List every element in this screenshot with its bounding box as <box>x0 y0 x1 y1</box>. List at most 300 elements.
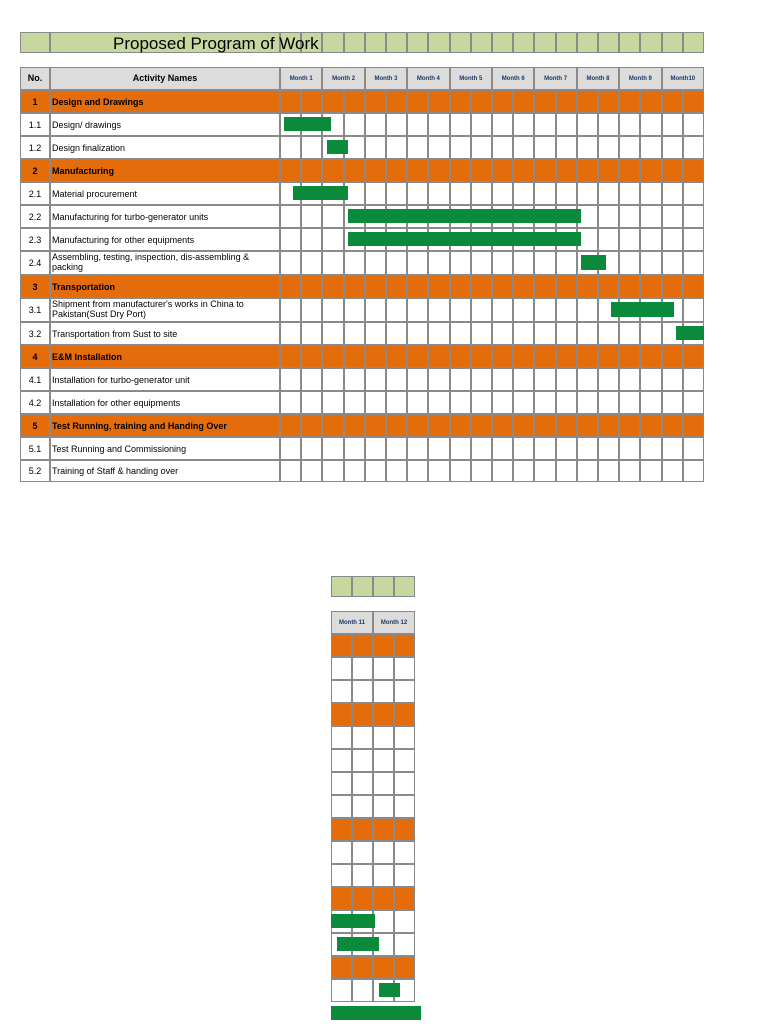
grid-cell <box>428 251 449 275</box>
grid-cell <box>407 90 428 113</box>
grid-cell <box>662 437 683 460</box>
month-header-label: Month 4 <box>416 76 440 82</box>
grid-cell <box>386 368 407 391</box>
grid-cell <box>365 136 386 159</box>
grid-cell <box>394 887 415 910</box>
grid-cell <box>450 159 471 182</box>
grid-cell <box>598 275 619 298</box>
grid-cell <box>513 90 534 113</box>
grid-cell <box>344 368 365 391</box>
grid-cell <box>344 159 365 182</box>
grid-cell <box>513 414 534 437</box>
grid-cell <box>534 345 555 368</box>
grid-cell <box>640 414 661 437</box>
grid-cell <box>373 657 394 680</box>
grid-cell <box>492 322 513 345</box>
grid-cell <box>428 460 449 482</box>
grid-cell <box>428 437 449 460</box>
grid-cell <box>619 460 640 482</box>
title-row-cell <box>365 32 386 53</box>
grid-cell <box>450 136 471 159</box>
grid-cell <box>301 345 322 368</box>
grid-cell <box>640 90 661 113</box>
grid-cell <box>619 205 640 228</box>
grid-cell <box>471 275 492 298</box>
month-header-label: Month 8 <box>586 76 610 82</box>
grid-cell <box>407 275 428 298</box>
activity-name: Material procurement <box>52 188 138 199</box>
grid-cell <box>492 391 513 414</box>
grid-cell <box>598 205 619 228</box>
grid-cell <box>598 391 619 414</box>
grid-cell <box>471 113 492 136</box>
month-header-label: Month 12 <box>380 620 408 626</box>
grid-cell <box>407 182 428 205</box>
grid-cell <box>386 391 407 414</box>
grid-cell <box>386 322 407 345</box>
grid-cell <box>640 205 661 228</box>
grid-cell <box>577 368 598 391</box>
grid-cell <box>640 368 661 391</box>
grid-cell <box>471 182 492 205</box>
grid-cell <box>471 391 492 414</box>
grid-cell <box>534 298 555 322</box>
grid-cell <box>365 460 386 482</box>
grid-cell <box>331 864 352 887</box>
grid-cell <box>352 841 373 864</box>
grid-cell <box>662 414 683 437</box>
grid-cell <box>386 345 407 368</box>
row-number: 2.2 <box>28 211 42 222</box>
grid-cell <box>450 414 471 437</box>
title-row-cell <box>394 576 415 597</box>
grid-cell <box>534 460 555 482</box>
grid-cell <box>386 136 407 159</box>
title-row-cell <box>598 32 619 53</box>
grid-cell <box>331 772 352 795</box>
title-row-cell <box>577 32 598 53</box>
grid-cell <box>598 414 619 437</box>
grid-cell <box>534 159 555 182</box>
grid-cell <box>407 437 428 460</box>
activity-name: Test Running and Commissioning <box>52 443 187 454</box>
grid-cell <box>471 136 492 159</box>
grid-cell <box>386 182 407 205</box>
title-row-cell <box>450 32 471 53</box>
grid-cell <box>619 113 640 136</box>
title-row-cell <box>344 32 365 53</box>
gantt-bar <box>337 937 379 951</box>
grid-cell <box>577 275 598 298</box>
grid-cell <box>450 368 471 391</box>
grid-cell <box>301 228 322 251</box>
grid-cell <box>322 437 343 460</box>
grid-cell <box>394 657 415 680</box>
grid-cell <box>331 634 352 657</box>
grid-cell <box>331 979 352 1002</box>
grid-cell <box>577 182 598 205</box>
grid-cell <box>683 368 704 391</box>
grid-cell <box>322 322 343 345</box>
grid-cell <box>301 159 322 182</box>
grid-cell <box>513 113 534 136</box>
grid-cell <box>683 345 704 368</box>
grid-cell <box>471 322 492 345</box>
grid-cell <box>373 864 394 887</box>
grid-cell <box>450 437 471 460</box>
grid-cell <box>407 322 428 345</box>
grid-cell <box>280 460 301 482</box>
month-header-label: Month 3 <box>374 76 398 82</box>
grid-cell <box>598 182 619 205</box>
grid-cell <box>301 368 322 391</box>
grid-cell <box>662 251 683 275</box>
gantt-bar <box>676 326 704 340</box>
title-row-cell <box>534 32 555 53</box>
grid-cell <box>640 159 661 182</box>
grid-cell <box>683 251 704 275</box>
grid-cell <box>619 391 640 414</box>
title-row-cell <box>428 32 449 53</box>
grid-cell <box>386 251 407 275</box>
grid-cell <box>640 391 661 414</box>
grid-cell <box>344 275 365 298</box>
grid-cell <box>619 437 640 460</box>
grid-cell <box>373 680 394 703</box>
grid-cell <box>331 680 352 703</box>
title-row-cell <box>471 32 492 53</box>
grid-cell <box>373 818 394 841</box>
month-header-label: Month 7 <box>544 76 568 82</box>
grid-cell <box>280 391 301 414</box>
grid-cell <box>344 113 365 136</box>
grid-cell <box>407 345 428 368</box>
grid-cell <box>683 298 704 322</box>
grid-cell <box>556 391 577 414</box>
grid-cell <box>331 818 352 841</box>
grid-cell <box>394 841 415 864</box>
grid-cell <box>640 136 661 159</box>
grid-cell <box>662 159 683 182</box>
grid-cell <box>450 275 471 298</box>
grid-cell <box>373 795 394 818</box>
title-row-cell <box>322 32 343 53</box>
grid-cell <box>513 460 534 482</box>
grid-cell <box>373 749 394 772</box>
row-number: 1.2 <box>28 142 42 153</box>
grid-cell <box>428 414 449 437</box>
grid-cell <box>322 391 343 414</box>
grid-cell <box>373 910 394 933</box>
grid-cell <box>365 275 386 298</box>
grid-cell <box>619 345 640 368</box>
gantt-bar <box>331 914 360 928</box>
month-header-label: Month 2 <box>332 76 356 82</box>
grid-cell <box>662 460 683 482</box>
grid-cell <box>471 298 492 322</box>
grid-cell <box>640 228 661 251</box>
gantt-bar <box>348 232 581 246</box>
grid-cell <box>556 136 577 159</box>
grid-cell <box>365 113 386 136</box>
activity-name: Manufacturing for turbo-generator units <box>52 211 209 222</box>
title-row-cell <box>619 32 640 53</box>
grid-cell <box>662 205 683 228</box>
grid-cell <box>394 634 415 657</box>
title-row-cell <box>556 32 577 53</box>
grid-cell <box>352 726 373 749</box>
grid-cell <box>556 298 577 322</box>
grid-cell <box>428 159 449 182</box>
grid-cell <box>577 414 598 437</box>
grid-cell <box>301 322 322 345</box>
grid-cell <box>492 275 513 298</box>
grid-cell <box>280 251 301 275</box>
grid-cell <box>373 703 394 726</box>
grid-cell <box>662 90 683 113</box>
grid-cell <box>280 159 301 182</box>
grid-cell <box>322 159 343 182</box>
grid-cell <box>598 113 619 136</box>
grid-cell <box>683 275 704 298</box>
grid-cell <box>280 205 301 228</box>
grid-cell <box>598 437 619 460</box>
row-number: 2.3 <box>28 234 42 245</box>
row-number: 5 <box>32 420 38 431</box>
grid-cell <box>394 795 415 818</box>
row-number: 5.1 <box>28 443 42 454</box>
grid-cell <box>577 322 598 345</box>
grid-cell <box>450 460 471 482</box>
grid-cell <box>352 956 373 979</box>
grid-cell <box>534 136 555 159</box>
grid-cell <box>662 113 683 136</box>
grid-cell <box>513 298 534 322</box>
grid-cell <box>428 113 449 136</box>
grid-cell <box>619 90 640 113</box>
grid-cell <box>301 460 322 482</box>
grid-cell <box>556 345 577 368</box>
grid-cell <box>331 657 352 680</box>
grid-cell <box>577 391 598 414</box>
grid-cell <box>534 322 555 345</box>
grid-cell <box>407 159 428 182</box>
grid-cell <box>365 322 386 345</box>
gantt-bar <box>327 140 348 154</box>
grid-cell <box>598 159 619 182</box>
grid-cell <box>386 90 407 113</box>
grid-cell <box>331 703 352 726</box>
grid-cell <box>365 182 386 205</box>
grid-cell <box>577 136 598 159</box>
grid-cell <box>407 136 428 159</box>
activity-name: Design finalization <box>52 142 126 153</box>
grid-cell <box>534 251 555 275</box>
grid-cell <box>619 414 640 437</box>
grid-cell <box>331 749 352 772</box>
grid-cell <box>352 680 373 703</box>
grid-cell <box>513 345 534 368</box>
grid-cell <box>683 159 704 182</box>
grid-cell <box>322 368 343 391</box>
grid-cell <box>683 414 704 437</box>
row-number: 3.1 <box>28 305 42 315</box>
grid-cell <box>598 228 619 251</box>
grid-cell <box>556 437 577 460</box>
grid-cell <box>373 634 394 657</box>
grid-cell <box>556 275 577 298</box>
row-number: 4.2 <box>28 397 42 408</box>
grid-cell <box>471 414 492 437</box>
row-number: 4 <box>32 351 38 362</box>
grid-cell <box>365 437 386 460</box>
grid-cell <box>344 391 365 414</box>
grid-cell <box>428 275 449 298</box>
grid-cell <box>386 275 407 298</box>
grid-cell <box>471 460 492 482</box>
grid-cell <box>556 113 577 136</box>
activity-name: Manufacturing <box>52 165 114 176</box>
month-header-label: Month 6 <box>501 76 525 82</box>
activity-name: Design/ drawings <box>52 119 122 130</box>
grid-cell <box>513 275 534 298</box>
grid-cell <box>301 205 322 228</box>
grid-cell <box>471 437 492 460</box>
title-row-cell <box>513 32 534 53</box>
grid-cell <box>492 113 513 136</box>
grid-cell <box>450 391 471 414</box>
grid-cell <box>322 414 343 437</box>
grid-cell <box>534 391 555 414</box>
grid-cell <box>471 368 492 391</box>
grid-cell <box>492 437 513 460</box>
gantt-bar <box>284 117 331 131</box>
grid-cell <box>280 136 301 159</box>
grid-cell <box>386 460 407 482</box>
title-row-cell <box>331 576 352 597</box>
grid-cell <box>407 460 428 482</box>
grid-cell <box>450 90 471 113</box>
gantt-bar <box>581 255 606 270</box>
grid-cell <box>683 136 704 159</box>
grid-cell <box>386 437 407 460</box>
grid-cell <box>598 368 619 391</box>
grid-cell <box>428 391 449 414</box>
grid-cell <box>407 391 428 414</box>
grid-cell <box>280 368 301 391</box>
activity-name: Installation for turbo-generator unit <box>52 374 190 385</box>
grid-cell <box>492 90 513 113</box>
grid-cell <box>640 275 661 298</box>
grid-cell <box>492 414 513 437</box>
grid-cell <box>365 414 386 437</box>
grid-cell <box>301 90 322 113</box>
grid-cell <box>450 322 471 345</box>
grid-cell <box>534 90 555 113</box>
grid-cell <box>619 182 640 205</box>
grid-cell <box>662 391 683 414</box>
grid-cell <box>598 322 619 345</box>
grid-cell <box>556 159 577 182</box>
grid-cell <box>471 90 492 113</box>
title-row-cell <box>373 576 394 597</box>
grid-cell <box>280 228 301 251</box>
grid-cell <box>394 726 415 749</box>
grid-cell <box>450 345 471 368</box>
grid-cell <box>331 726 352 749</box>
grid-cell <box>556 460 577 482</box>
grid-cell <box>322 345 343 368</box>
grid-cell <box>352 818 373 841</box>
grid-cell <box>365 345 386 368</box>
grid-cell <box>662 182 683 205</box>
grid-cell <box>513 182 534 205</box>
grid-cell <box>683 228 704 251</box>
grid-cell <box>301 251 322 275</box>
grid-cell <box>534 275 555 298</box>
grid-cell <box>577 90 598 113</box>
grid-cell <box>556 368 577 391</box>
grid-cell <box>556 414 577 437</box>
grid-cell <box>577 113 598 136</box>
grid-cell <box>534 368 555 391</box>
grid-cell <box>352 979 373 1002</box>
title-row-cell <box>662 32 683 53</box>
row-number: 1.1 <box>28 119 42 130</box>
grid-cell <box>598 90 619 113</box>
title-row-cell <box>386 32 407 53</box>
grid-cell <box>394 910 415 933</box>
grid-cell <box>471 345 492 368</box>
grid-cell <box>534 182 555 205</box>
grid-cell <box>394 864 415 887</box>
grid-cell <box>534 414 555 437</box>
grid-cell <box>471 251 492 275</box>
grid-cell <box>386 113 407 136</box>
activity-name: Design and Drawings <box>52 96 144 107</box>
grid-cell <box>619 275 640 298</box>
grid-cell <box>373 887 394 910</box>
grid-cell <box>331 956 352 979</box>
grid-cell <box>331 841 352 864</box>
grid-cell <box>556 251 577 275</box>
month-header-label: Month10 <box>670 76 696 82</box>
grid-cell <box>471 159 492 182</box>
grid-cell <box>373 956 394 979</box>
grid-cell <box>344 345 365 368</box>
grid-cell <box>492 368 513 391</box>
grid-cell <box>640 251 661 275</box>
grid-cell <box>352 749 373 772</box>
grid-cell <box>683 460 704 482</box>
month-header-label: Month 11 <box>338 620 365 626</box>
grid-cell <box>513 251 534 275</box>
grid-cell <box>428 368 449 391</box>
activity-name: Assembling, testing, inspection, dis-assembling & packing <box>52 252 250 272</box>
grid-cell <box>365 391 386 414</box>
grid-cell <box>365 90 386 113</box>
grid-cell <box>365 159 386 182</box>
grid-cell <box>280 322 301 345</box>
grid-cell <box>301 437 322 460</box>
grid-cell <box>577 345 598 368</box>
grid-cell <box>322 251 343 275</box>
grid-cell <box>492 298 513 322</box>
grid-cell <box>373 726 394 749</box>
grid-cell <box>352 887 373 910</box>
grid-cell <box>352 772 373 795</box>
title-row-cell <box>640 32 661 53</box>
